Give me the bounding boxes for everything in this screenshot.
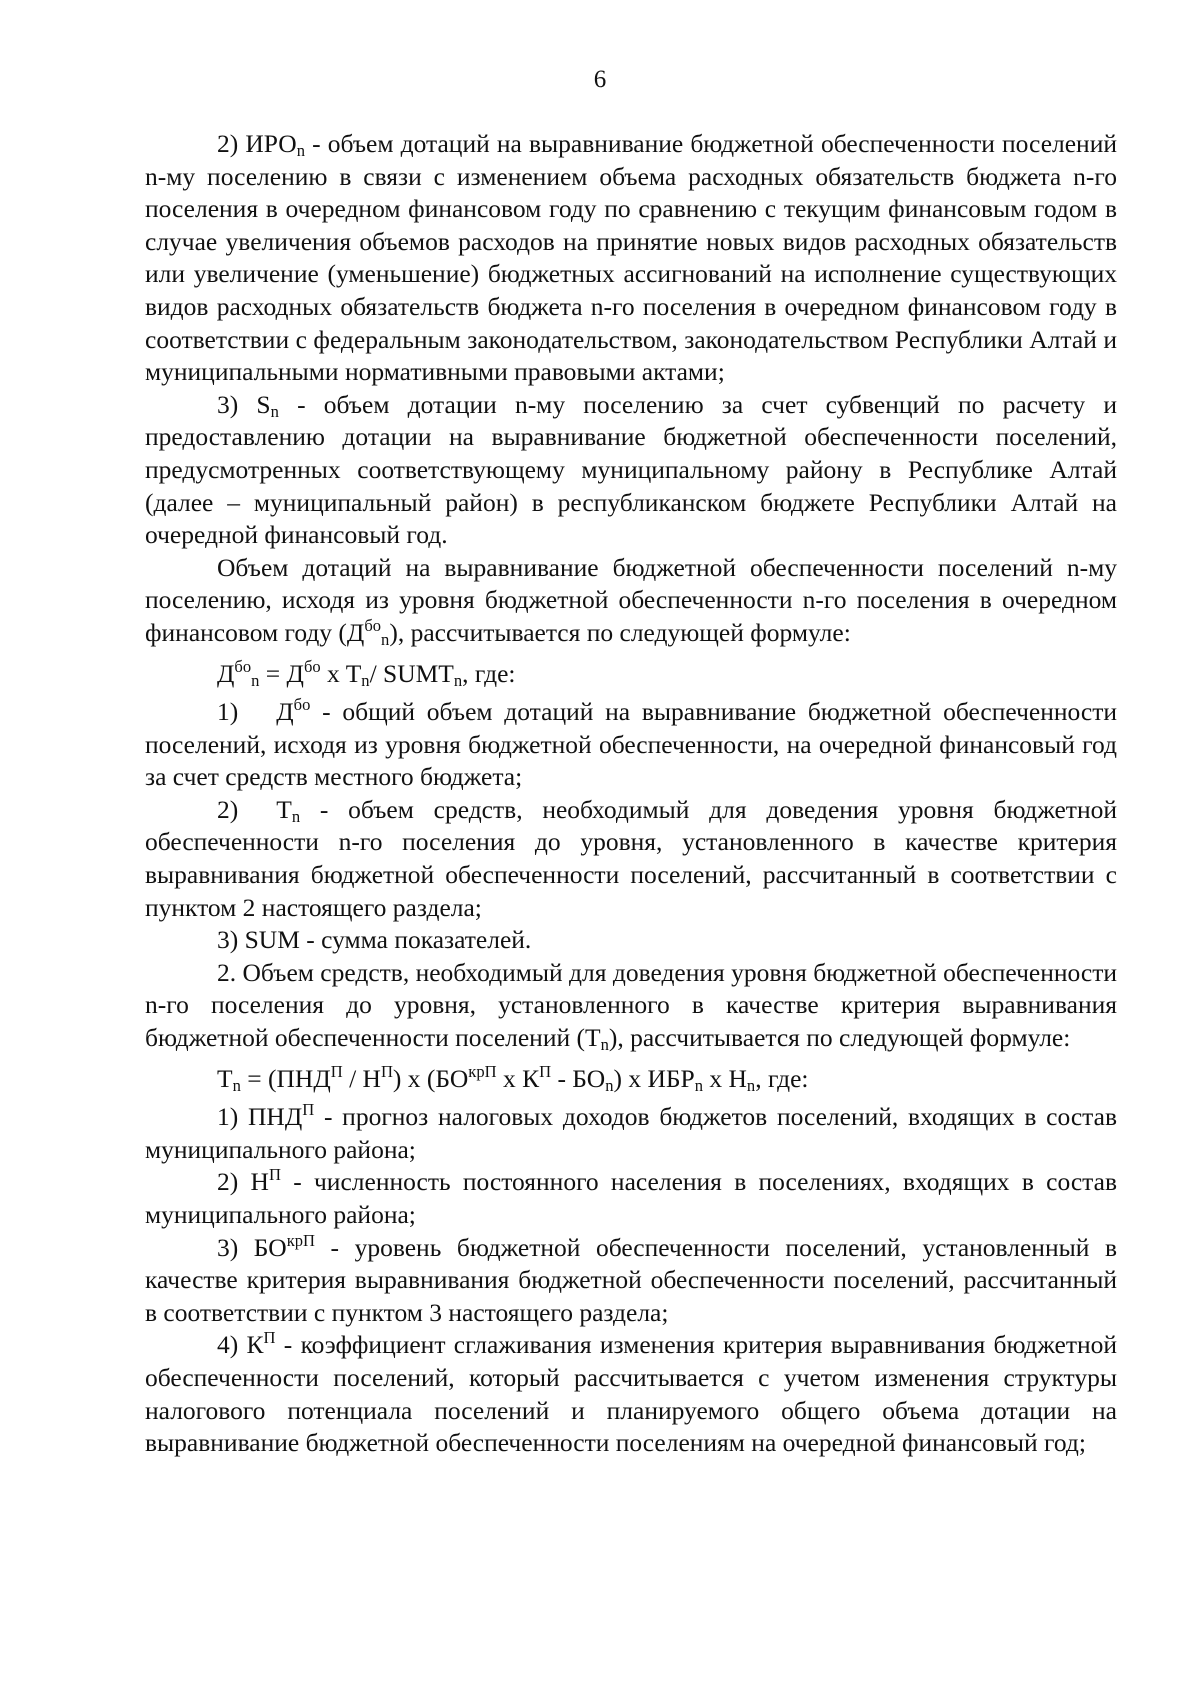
- paragraph-bo-criterion: 3) $БО^{крП}$ - уровень бюджетной обеспеченности поселений, установленный в качестве критерия выравнивания бюджетной обеспеченности поселений, рассчитанный в соответствии с пунктом 3 настоящего раздела;: [145, 1230, 1117, 1327]
- document-body: [145, 128, 1117, 1460]
- paragraph-iro: 2) $ИРО_n$ - объем дотаций на выравнивание бюджетной обеспеченности поселений n-му поселению в связи с изменением объема расходных обязательств бюджета n-го поселения в очередном финансовом году по сравнению с текущим финансовым годом в случае увеличения объемов расходов на принятие новых видов расходных обязательств или увеличение (уменьшение) бюджетных ассигнований на исполнение существующих видов расходных обязательств бюджета n-го поселения в очередном финансовом году в соответствии с федеральным законодательством, законодательством Республики Алтай и муниципальными нормативными правовыми актами;: [145, 129, 1117, 387]
- formula-tn: $T_n = (ПНД^П / Н^П)$ x ($БО^{крП}$ x $К^П - БО_n$) x $ИБР_n$ x $Н_n$, где:: [217, 1061, 809, 1095]
- page-number: 6: [593, 66, 607, 93]
- paragraph-smoothing-coefficient: 4) $К^П$ - коэффициент сглаживания изменения критерия выравнивания бюджетной обеспеченности поселений, который рассчитывается с учетом изменения структуры налогового потенциала поселений и планируемого общего объема дотации на выравнивание бюджетной обеспеченности поселениям на очередной финансовый год;: [145, 1328, 1118, 1458]
- paragraph-pnd: 1) $ПНД^П$ - прогноз налоговых доходов бюджетов поселений, входящих в состав муниципального района;: [145, 1100, 1117, 1164]
- paragraph-sum: 3) SUM - сумма показателей.: [217, 925, 532, 955]
- paragraph-total-dotation: 1) $Д^{бо}$ - общий объем дотаций на выравнивание бюджетной обеспеченности поселений, исходя из уровня бюджетной обеспеченности, на очередной финансовый год за счет средств местного бюджета;: [145, 695, 1117, 792]
- paragraph-dotation-volume: Объем дотаций на выравнивание бюджетной обеспеченности поселений n-му поселению, исходя из уровня бюджетной обеспеченности n-го поселения в очередном финансовом году $(Д^{бо}_n)$, рассчитывается по следующей формуле:: [145, 552, 1117, 649]
- formula-dotation: $Д^{бо}_n = Д^{бо}$ x $T_n/$ $SUMT_n$, где:: [217, 656, 516, 690]
- paragraph-tn-definition: 2) $T_n$ - объем средств, необходимый для доведения уровня бюджетной обеспеченности n-го поселения до уровня, установленного в качестве критерия выравнивания бюджетной обеспеченности поселений, рассчитанный в соответствии с пунктом 2 настоящего раздела;: [145, 794, 1117, 922]
- paragraph-subventions: 3) $S_n$ - объем дотации n-му поселению за счет субвенций по расчету и предоставлению дотации на выравнивание бюджетной обеспеченности поселений, предусмотренных соответствующему муниципальному району в Республике Алтай (далее – муниципальный район) в республиканском бюджете Республики Алтай на очередной финансовый год.: [145, 389, 1117, 550]
- paragraph-population: 2) $Н^П$ - численность постоянного населения в поселениях, входящих в состав муниципального района;: [145, 1165, 1117, 1229]
- paragraph-section-2: 2. Объем средств, необходимый для доведения уровня бюджетной обеспеченности n-го поселения до уровня, установленного в качестве критерия выравнивания бюджетной обеспеченности поселений $(T_n)$, рассчитывается по следующей формуле:: [145, 957, 1117, 1055]
